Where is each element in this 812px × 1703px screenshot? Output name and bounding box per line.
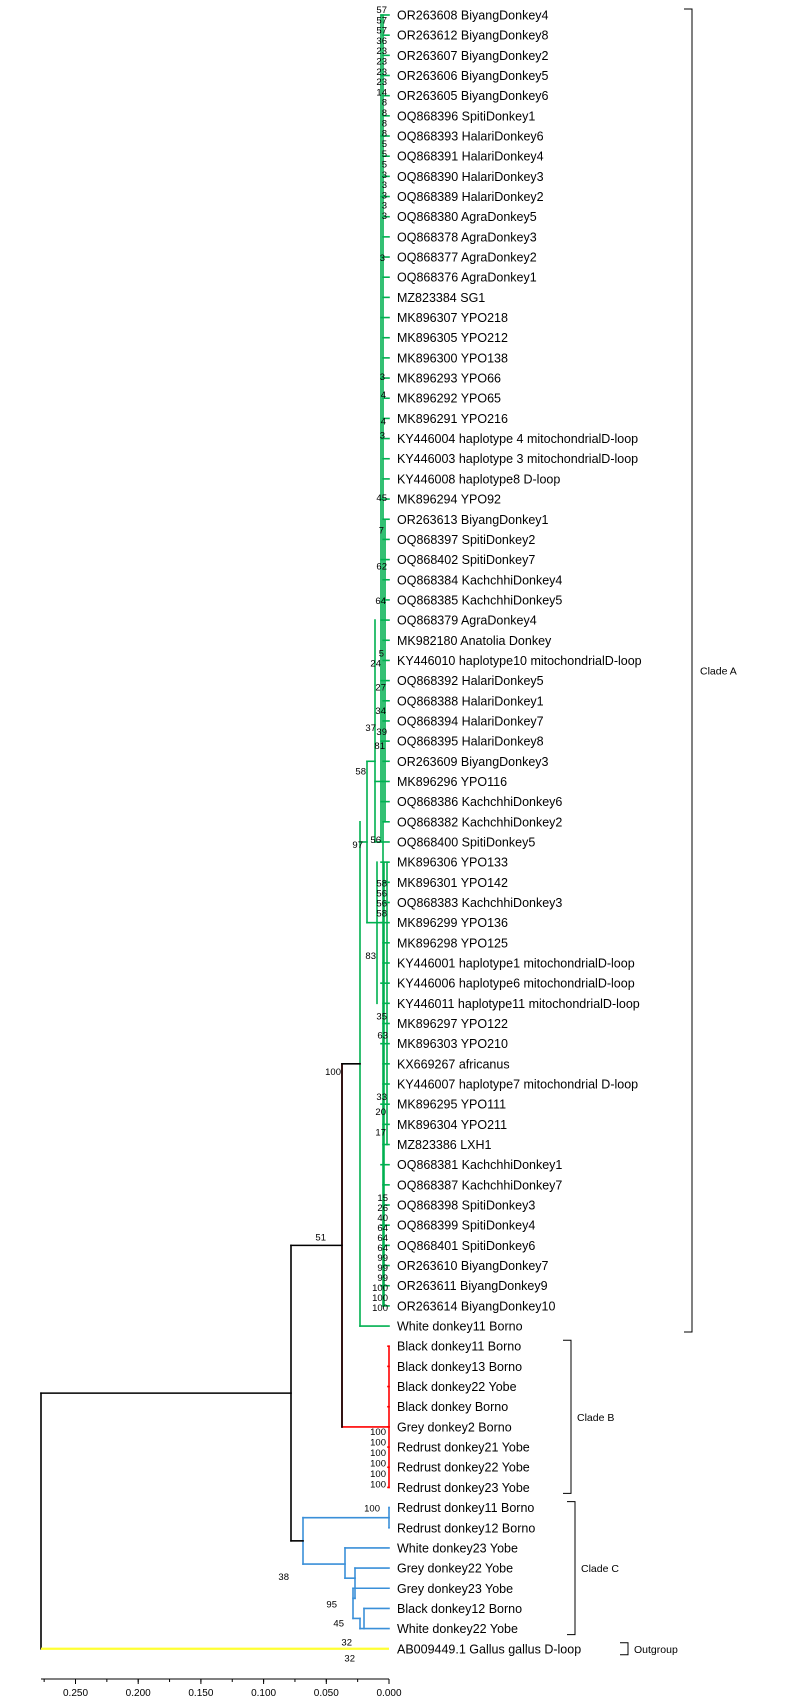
bootstrap-label: 23 xyxy=(376,77,387,89)
taxon-label: OQ868399 SpitiDonkey4 xyxy=(397,1218,536,1233)
taxon-label: KY446003 haplotype 3 mitochondrialD-loop xyxy=(397,452,639,467)
bootstrap-label: 57 xyxy=(376,25,387,37)
bootstrap-label: 27 xyxy=(375,682,386,694)
taxon-label: MK896299 YPO136 xyxy=(397,916,508,931)
taxon-label: OQ868377 AgraDonkey2 xyxy=(397,250,537,265)
bootstrap-label: 58 xyxy=(355,766,366,778)
taxon-label: Redrust donkey22 Yobe xyxy=(397,1460,530,1475)
taxon-label: OQ868385 KachchhiDonkey5 xyxy=(397,593,563,608)
bootstrap-label: 100 xyxy=(372,1292,388,1304)
bootstrap-label: 37 xyxy=(365,723,376,735)
taxon-label: OQ868398 SpitiDonkey3 xyxy=(397,1198,536,1213)
bootstrap-label: 45 xyxy=(376,493,387,505)
tree-branches xyxy=(41,15,389,1649)
taxon-label: OR263606 BiyangDonkey5 xyxy=(397,69,549,84)
taxon-label: White donkey11 Borno xyxy=(397,1319,523,1334)
bootstrap-label: 64 xyxy=(375,595,386,607)
bootstrap-label: 7 xyxy=(378,525,384,537)
bootstrap-label: 100 xyxy=(370,1426,386,1438)
clade-brackets xyxy=(563,9,737,1656)
taxon-label: OQ868389 HalariDonkey2 xyxy=(397,190,544,205)
bootstrap-label: 23 xyxy=(376,56,387,68)
bootstrap-label: 17 xyxy=(375,1127,386,1139)
taxon-label: OQ868378 AgraDonkey3 xyxy=(397,230,537,245)
taxon-label: Black donkey Borno xyxy=(397,1400,509,1415)
taxon-label: KX669267 africanus xyxy=(397,1057,510,1072)
taxon-label: MK896293 YPO66 xyxy=(397,371,502,386)
distance-scale-axis xyxy=(41,1679,402,1699)
taxon-label: KY446011 haplotype11 mitochondrialD-loop xyxy=(397,996,640,1011)
taxon-label: OR263613 BiyangDonkey1 xyxy=(397,512,549,527)
taxon-label: OQ868376 AgraDonkey1 xyxy=(397,270,537,285)
bootstrap-label: 99 xyxy=(377,1272,388,1284)
taxon-label: MZ823384 SG1 xyxy=(397,290,486,305)
bootstrap-label: 5 xyxy=(381,159,387,171)
taxon-label: Black donkey12 Borno xyxy=(397,1601,523,1616)
bootstrap-label: 4 xyxy=(380,416,386,428)
bootstrap-label: 100 xyxy=(370,1447,386,1459)
taxon-labels xyxy=(397,9,642,1657)
bootstrap-label: 35 xyxy=(376,1011,387,1023)
taxon-label: KY446001 haplotype1 mitochondrialD-loop xyxy=(397,956,635,971)
taxon-label: OQ868392 HalariDonkey5 xyxy=(397,674,544,689)
bootstrap-label: 34 xyxy=(375,705,386,717)
taxon-label: OQ868400 SpitiDonkey5 xyxy=(397,835,536,850)
bootstrap-label: 3 xyxy=(381,211,387,222)
bootstrap-label: 62 xyxy=(376,561,387,573)
taxon-label: OR263611 BiyangDonkey9 xyxy=(397,1279,548,1294)
bootstrap-label: 56 xyxy=(370,834,381,846)
clade-bracket xyxy=(684,9,692,1332)
bootstrap-label: 23 xyxy=(376,66,387,78)
bootstrap-label: 100 xyxy=(325,1066,341,1078)
bootstrap-label: 64 xyxy=(377,1222,388,1234)
bootstrap-label: 64 xyxy=(377,1232,388,1244)
bootstrap-label: 3 xyxy=(381,180,387,192)
bootstrap-label: 26 xyxy=(377,1202,388,1214)
bootstrap-label: 32 xyxy=(341,1637,352,1649)
bootstrap-label: 56 xyxy=(376,898,387,910)
taxon-label: OR263607 BiyangDonkey2 xyxy=(397,48,549,63)
taxon-label: OQ868381 KachchhiDonkey1 xyxy=(397,1158,563,1173)
clade-label: Clade B xyxy=(577,1411,615,1424)
clade-bracket xyxy=(620,1643,628,1655)
taxon-label: OR263605 BiyangDonkey6 xyxy=(397,89,549,104)
taxon-label: MZ823386 LXH1 xyxy=(397,1138,492,1153)
taxon-label: OR263610 BiyangDonkey7 xyxy=(397,1259,549,1274)
taxon-label: Black donkey22 Yobe xyxy=(397,1380,517,1395)
taxon-label: OQ868382 KachchhiDonkey2 xyxy=(397,815,563,830)
bootstrap-label: 32 xyxy=(344,1653,355,1665)
bootstrap-label: 3 xyxy=(381,169,387,181)
taxon-label: OQ868390 HalariDonkey3 xyxy=(397,169,544,184)
taxon-label: MK896304 YPO211 xyxy=(397,1117,508,1132)
taxon-label: OQ868396 SpitiDonkey1 xyxy=(397,109,536,124)
taxon-label: MK896301 YPO142 xyxy=(397,875,508,890)
bootstrap-label: 3 xyxy=(379,372,385,384)
taxon-label: KY446007 haplotype7 mitochondrial D-loop xyxy=(397,1077,639,1092)
bootstrap-label: 3 xyxy=(379,253,385,265)
scale-tick-label: 0.050 xyxy=(313,1688,339,1699)
scale-tick-label: 0.100 xyxy=(251,1688,277,1699)
bootstrap-label: 51 xyxy=(315,1232,326,1244)
taxon-label: White donkey22 Yobe xyxy=(397,1622,518,1637)
bootstrap-label: 99 xyxy=(377,1262,388,1274)
scale-tick-label: 0.150 xyxy=(188,1688,214,1699)
taxon-label: MK896291 YPO216 xyxy=(397,411,508,426)
bootstrap-label: 100 xyxy=(370,1468,386,1480)
taxon-label: Redrust donkey12 Borno xyxy=(397,1521,536,1536)
taxon-label: KY446004 haplotype 4 mitochondrialD-loop xyxy=(397,432,639,447)
taxon-label: Grey donkey2 Borno xyxy=(397,1420,512,1435)
clade-bracket xyxy=(563,1340,571,1493)
bootstrap-label: 57 xyxy=(376,5,387,16)
taxon-label: OQ868388 HalariDonkey1 xyxy=(397,694,544,709)
taxon-label: KY446006 haplotype6 mitochondrialD-loop xyxy=(397,976,635,991)
bootstrap-label: 100 xyxy=(364,1503,380,1515)
bootstrap-label: 58 xyxy=(376,908,387,920)
taxon-label: MK982180 Anatolia Donkey xyxy=(397,633,552,648)
taxon-label: Redrust donkey23 Yobe xyxy=(397,1480,530,1495)
bootstrap-label: 36 xyxy=(376,35,387,47)
taxon-label: Grey donkey23 Yobe xyxy=(397,1581,514,1596)
taxon-label: OQ868397 SpitiDonkey2 xyxy=(397,532,536,547)
bootstrap-values xyxy=(278,5,388,1665)
bootstrap-label: 100 xyxy=(372,1302,388,1314)
taxon-label: OQ868394 HalariDonkey7 xyxy=(397,714,544,729)
bootstrap-label: 56 xyxy=(376,888,387,900)
taxon-label: MK896298 YPO125 xyxy=(397,936,508,951)
bootstrap-label: 3 xyxy=(381,190,387,202)
taxon-label: Grey donkey22 Yobe xyxy=(397,1561,514,1576)
bootstrap-label: 100 xyxy=(370,1458,386,1470)
scale-tick-label: 0.000 xyxy=(376,1688,402,1699)
taxon-label: KY446010 haplotype10 mitochondrialD-loop xyxy=(397,653,642,668)
taxon-label: MK896294 YPO92 xyxy=(397,492,502,507)
bootstrap-label: 100 xyxy=(370,1479,386,1491)
bootstrap-label: 64 xyxy=(377,1242,388,1254)
bootstrap-label: 8 xyxy=(381,97,387,109)
taxon-label: MK896295 YPO111 xyxy=(397,1097,507,1112)
taxon-label: OQ868391 HalariDonkey4 xyxy=(397,149,544,164)
bootstrap-label: 8 xyxy=(381,108,387,119)
taxon-label: MK896297 YPO122 xyxy=(397,1017,508,1031)
clade-label: Clade A xyxy=(700,665,737,678)
bootstrap-label: 14 xyxy=(376,87,387,99)
taxon-label: KY446008 haplotype8 D-loop xyxy=(397,472,561,487)
taxon-label: White donkey23 Yobe xyxy=(397,1541,518,1556)
bootstrap-label: 99 xyxy=(377,1252,388,1264)
bootstrap-label: 63 xyxy=(377,1030,388,1042)
bootstrap-label: 23 xyxy=(376,46,387,58)
taxon-label: OR263609 BiyangDonkey3 xyxy=(397,754,549,769)
taxon-label: MK896306 YPO133 xyxy=(397,855,508,870)
bootstrap-label: 97 xyxy=(352,839,363,851)
bootstrap-label: 24 xyxy=(370,658,381,670)
bootstrap-label: 45 xyxy=(333,1618,344,1630)
scale-tick-label: 0.250 xyxy=(62,1688,89,1699)
clade-label: Clade C xyxy=(581,1563,619,1576)
bootstrap-label: 95 xyxy=(326,1599,337,1611)
taxon-label: OQ868393 HalariDonkey6 xyxy=(397,129,544,144)
bootstrap-label: 3 xyxy=(381,200,387,212)
taxon-label: OR263608 BiyangDonkey4 xyxy=(397,8,549,23)
bootstrap-label: 39 xyxy=(376,727,387,739)
taxon-label: MK896300 YPO138 xyxy=(397,351,508,366)
taxon-label: Black donkey13 Borno xyxy=(397,1359,523,1374)
taxon-label: MK896307 YPO218 xyxy=(397,311,508,326)
bootstrap-label: 100 xyxy=(372,1282,388,1294)
bootstrap-label: 58 xyxy=(376,878,387,890)
bootstrap-label: 40 xyxy=(377,1212,388,1224)
taxon-label: OQ868380 AgraDonkey5 xyxy=(397,210,537,225)
bootstrap-label: 4 xyxy=(380,390,386,402)
bootstrap-label: 81 xyxy=(374,741,385,753)
taxon-label: Black donkey11 Borno xyxy=(397,1339,522,1354)
taxon-label: MK896296 YPO116 xyxy=(397,774,508,789)
taxon-label: OQ868386 KachchhiDonkey6 xyxy=(397,795,563,810)
taxon-label: OQ868401 SpitiDonkey6 xyxy=(397,1238,536,1253)
bootstrap-label: 3 xyxy=(379,430,385,442)
scale-tick-label: 0.200 xyxy=(125,1688,151,1699)
bootstrap-label: 57 xyxy=(376,15,387,27)
bootstrap-label: 38 xyxy=(278,1572,289,1584)
taxon-label: AB009449.1 Gallus gallus D-loop xyxy=(397,1642,582,1657)
taxon-label: OQ868379 AgraDonkey4 xyxy=(397,613,537,628)
taxon-label: OR263614 BiyangDonkey10 xyxy=(397,1299,556,1314)
bootstrap-label: 15 xyxy=(377,1192,388,1204)
taxon-label: OQ868383 KachchhiDonkey3 xyxy=(397,895,563,910)
bootstrap-label: 33 xyxy=(376,1092,387,1104)
clade-label: Outgroup xyxy=(634,1643,678,1656)
taxon-label: OQ868402 SpitiDonkey7 xyxy=(397,553,536,568)
taxon-label: Redrust donkey21 Yobe xyxy=(397,1440,530,1455)
bootstrap-label: 5 xyxy=(381,149,387,161)
bootstrap-label: 8 xyxy=(381,118,387,130)
bootstrap-label: 5 xyxy=(378,648,384,660)
bootstrap-label: 5 xyxy=(381,138,387,150)
taxon-label: MK896305 YPO212 xyxy=(397,331,508,346)
bootstrap-label: 20 xyxy=(375,1107,386,1119)
bootstrap-label: 83 xyxy=(365,950,376,962)
taxon-label: MK896292 YPO65 xyxy=(397,391,502,406)
taxon-label: OQ868387 KachchhiDonkey7 xyxy=(397,1178,563,1193)
taxon-label: OQ868395 HalariDonkey8 xyxy=(397,734,544,749)
clade-bracket xyxy=(567,1502,575,1635)
taxon-label: MK896303 YPO210 xyxy=(397,1037,508,1052)
taxon-label: OR263612 BiyangDonkey8 xyxy=(397,28,549,43)
taxon-label: Redrust donkey11 Borno xyxy=(397,1501,535,1516)
taxon-label: OQ868384 KachchhiDonkey4 xyxy=(397,573,563,588)
bootstrap-label: 8 xyxy=(381,128,387,140)
bootstrap-label: 100 xyxy=(370,1437,386,1449)
